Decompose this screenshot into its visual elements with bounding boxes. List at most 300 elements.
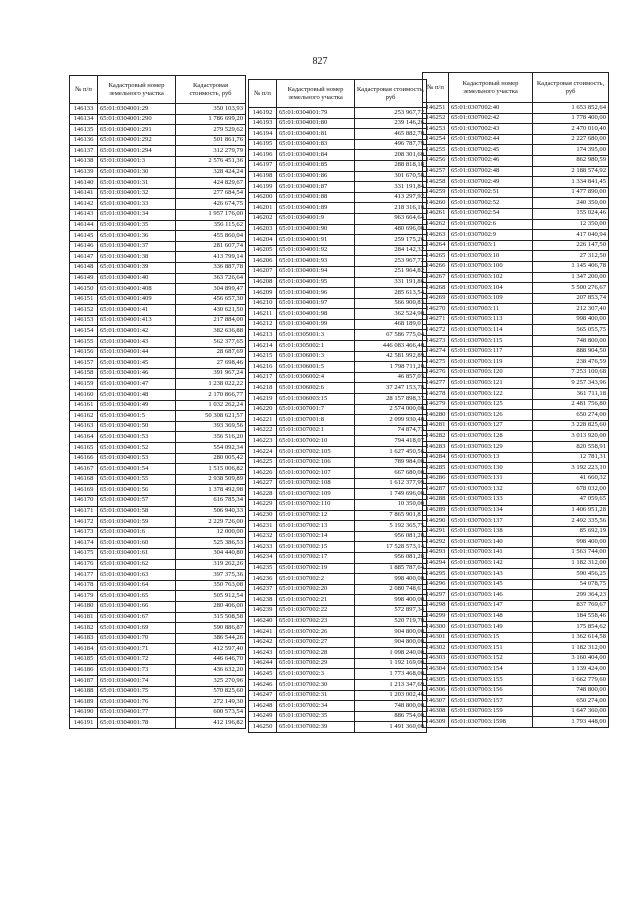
cadastral-value: 336 887,78 (176, 262, 246, 273)
table-row (249, 415, 427, 426)
row-number: 146229 (249, 499, 277, 510)
row-number: 146174 (70, 538, 98, 549)
row-number: 146273 (423, 336, 449, 347)
cadastral-number: 65:01:0305001:3 (277, 330, 355, 341)
cadastral-number: 65:01:0307003:149 (449, 622, 533, 633)
cadastral-value: 67 586 775,04 (355, 330, 427, 341)
cadastral-value: 2 099 930,40 (355, 415, 427, 426)
cadastral-value: 174 395,00 (533, 145, 609, 156)
cadastral-value: 794 418,07 (355, 436, 427, 447)
cadastral-value: 455 860,04 (176, 231, 246, 242)
cadastral-number: 65:01:0304001:290 (98, 114, 176, 125)
cadastral-number: 65:01:0304001:29 (98, 104, 176, 115)
table-row (249, 245, 427, 256)
cadastral-number: 65:01:0307003:131 (449, 473, 533, 484)
row-number: 146189 (70, 697, 98, 708)
row-number: 146184 (70, 644, 98, 655)
cadastral-number: 65:01:0307002:39 (277, 722, 355, 733)
row-number: 146270 (423, 304, 449, 315)
cadastral-value: 288 818,18 (355, 160, 427, 171)
table-row (70, 241, 246, 252)
row-number: 146248 (249, 701, 277, 712)
row-number: 146254 (423, 134, 449, 145)
cadastral-value: 42 581 992,89 (355, 351, 427, 362)
cadastral-number: 65:01:0304001:30 (98, 167, 176, 178)
cadastral-number: 65:01:0307003:143 (449, 569, 533, 580)
row-number: 146243 (249, 648, 277, 659)
row-number: 146227 (249, 478, 277, 489)
row-number: 146143 (70, 209, 98, 220)
cadastral-value: 430 621,50 (176, 305, 246, 316)
row-number: 146235 (249, 563, 277, 574)
cadastral-number: 65:01:0304001:90 (277, 224, 355, 235)
cadastral-value: 47 059,65 (533, 494, 609, 505)
table-row (70, 379, 246, 390)
row-number: 146244 (249, 658, 277, 669)
row-number: 146291 (423, 526, 449, 537)
row-number: 146213 (249, 330, 277, 341)
cadastral-number: 65:01:0304001:84 (277, 150, 355, 161)
table-row (249, 288, 427, 299)
row-number: 146288 (423, 494, 449, 505)
cadastral-value: 998 400,00 (355, 574, 427, 585)
row-number: 146207 (249, 266, 277, 277)
cadastral-number: 65:01:0304001:9 (277, 213, 355, 224)
cadastral-value: 301 670,58 (355, 171, 427, 182)
table-row (249, 309, 427, 320)
row-number: 146246 (249, 680, 277, 691)
cadastral-value: 1 362 614,58 (533, 632, 609, 643)
table-row (70, 421, 246, 432)
cadastral-value: 501 861,76 (176, 135, 246, 146)
header-cadastral-number: Кадастровый номер земельного участка (449, 73, 533, 103)
table-row (249, 648, 427, 659)
cadastral-value: 789 984,00 (355, 457, 427, 468)
table-row (423, 261, 609, 272)
table-row (423, 611, 609, 622)
table-row (423, 314, 609, 325)
table-row (70, 315, 246, 326)
row-number: 146252 (423, 113, 449, 124)
cadastral-number: 65:01:0304001:46 (98, 368, 176, 379)
cadastral-number: 65:01:0304001:47 (98, 379, 176, 390)
table-row (249, 341, 427, 352)
table-row (70, 167, 246, 178)
row-number: 146183 (70, 633, 98, 644)
row-number: 146137 (70, 146, 98, 157)
cadastral-value: 1 182 312,00 (533, 558, 609, 569)
cadastral-number: 65:01:0304001:35 (98, 220, 176, 231)
row-number: 146172 (70, 517, 98, 528)
table-row (249, 330, 427, 341)
table-row (249, 680, 427, 691)
table-row (249, 150, 427, 161)
cadastral-value: 362 524,90 (355, 309, 427, 320)
cadastral-value: 85 692,19 (533, 526, 609, 537)
cadastral-value: 886 754,00 (355, 711, 427, 722)
cadastral-value: 315 508,58 (176, 612, 246, 623)
row-number: 146294 (423, 558, 449, 569)
row-number: 146287 (423, 484, 449, 495)
table-row (70, 125, 246, 136)
cadastral-number: 65:01:0307002:51 (449, 187, 533, 198)
row-number: 146274 (423, 346, 449, 357)
cadastral-table-3 (422, 72, 609, 728)
row-number: 146306 (423, 685, 449, 696)
table-row (423, 113, 609, 124)
cadastral-value: 226 147,50 (533, 240, 609, 251)
cadastral-value: 7 253 100,68 (533, 367, 609, 378)
row-number: 146144 (70, 220, 98, 231)
table-row (249, 319, 427, 330)
cadastral-number: 65:01:0307003:130 (449, 463, 533, 474)
table-row (423, 410, 609, 421)
cadastral-number: 65:01:0304001:53 (98, 453, 176, 464)
cadastral-value: 155 024,46 (533, 208, 609, 219)
table-row (70, 178, 246, 189)
table-row (249, 404, 427, 415)
cadastral-value: 217 884,00 (176, 315, 246, 326)
table-row (249, 235, 427, 246)
cadastral-number: 65:01:0304001:58 (98, 506, 176, 517)
cadastral-number: 65:01:0304001:56 (98, 485, 176, 496)
row-number: 146281 (423, 420, 449, 431)
cadastral-number: 65:01:0304001:64 (98, 580, 176, 591)
table-row (249, 425, 427, 436)
cadastral-value: 590 456,25 (533, 569, 609, 580)
cadastral-value: 37 247 153,78 (355, 383, 427, 394)
header-num: № п/п (70, 76, 98, 104)
table-row (70, 506, 246, 517)
cadastral-number: 65:01:0307003:127 (449, 420, 533, 431)
cadastral-value: 175 854,62 (533, 622, 609, 633)
cadastral-number: 65:01:0307003:141 (449, 547, 533, 558)
row-number: 146302 (423, 643, 449, 654)
cadastral-value: 446 083 466,40 (355, 341, 427, 352)
cadastral-value: 10 350,00 (355, 499, 427, 510)
cadastral-number: 65:01:0304001:52 (98, 443, 176, 454)
cadastral-number: 65:01:0307002:23 (277, 616, 355, 627)
table-row (423, 155, 609, 166)
cadastral-number: 65:01:0304001:89 (277, 203, 355, 214)
table-row (423, 304, 609, 315)
cadastral-value: 424 829,67 (176, 178, 246, 189)
row-number: 146186 (70, 665, 98, 676)
table-row (423, 187, 609, 198)
cadastral-number: 65:01:0304001:33 (98, 199, 176, 210)
cadastral-number: 65:01:0306001:5 (277, 362, 355, 373)
cadastral-value: 1 662 779,60 (533, 675, 609, 686)
row-number: 146138 (70, 156, 98, 167)
cadastral-number: 65:01:0307003:159 (449, 706, 533, 717)
cadastral-number: 65:01:0307002:27 (277, 637, 355, 648)
table-row (423, 569, 609, 580)
cadastral-number: 65:01:0307002:105 (277, 447, 355, 458)
cadastral-value: 1 145 406,78 (533, 261, 609, 272)
row-number: 146216 (249, 362, 277, 373)
table-row (70, 686, 246, 697)
table-row (249, 722, 427, 733)
cadastral-value: 253 967,72 (355, 256, 427, 267)
cadastral-value: 299 364,23 (533, 590, 609, 601)
cadastral-value: 41 660,32 (533, 473, 609, 484)
row-number: 146191 (70, 718, 98, 729)
row-number: 146203 (249, 224, 277, 235)
cadastral-number: 65:01:0304001:85 (277, 160, 355, 171)
cadastral-number: 65:01:0307003:147 (449, 600, 533, 611)
cadastral-number: 65:01:0307003:125 (449, 399, 533, 410)
row-number: 146250 (249, 722, 277, 733)
row-number: 146276 (423, 367, 449, 378)
row-number: 146148 (70, 262, 98, 273)
cadastral-value: 505 912,54 (176, 591, 246, 602)
row-number: 146151 (70, 294, 98, 305)
row-number: 146212 (249, 319, 277, 330)
row-number: 146257 (423, 166, 449, 177)
cadastral-value: 412 196,82 (176, 718, 246, 729)
header-num: № п/п (249, 80, 277, 108)
cadastral-value: 956 081,28 (355, 552, 427, 563)
cadastral-value: 590 886,87 (176, 623, 246, 634)
table-row (423, 251, 609, 262)
table-row (249, 182, 427, 193)
row-number: 146266 (423, 261, 449, 272)
cadastral-value: 1 477 890,00 (533, 187, 609, 198)
cadastral-value: 412 597,40 (176, 644, 246, 655)
cadastral-value: 963 664,64 (355, 213, 427, 224)
row-number: 146155 (70, 337, 98, 348)
cadastral-value: 2 574 000,00 (355, 404, 427, 415)
table-row (70, 358, 246, 369)
cadastral-value: 350 103,93 (176, 104, 246, 115)
cadastral-number: 65:01:0307002:46 (449, 155, 533, 166)
cadastral-number: 65:01:0307003:137 (449, 516, 533, 527)
cadastral-number: 65:01:0307002:6 (449, 219, 533, 230)
row-number: 146147 (70, 252, 98, 263)
cadastral-value: 5 192 365,75 (355, 521, 427, 532)
table-row (423, 600, 609, 611)
row-number: 146223 (249, 436, 277, 447)
cadastral-number: 65:01:0304001:413 (98, 315, 176, 326)
cadastral-value: 413 799,14 (176, 252, 246, 263)
cadastral-number: 65:01:0304001:37 (98, 241, 176, 252)
cadastral-value: 27 312,50 (533, 251, 609, 262)
row-number: 146233 (249, 542, 277, 553)
cadastral-value: 1 627 450,56 (355, 447, 427, 458)
cadastral-number: 65:01:0307003:117 (449, 346, 533, 357)
table-row (70, 707, 246, 718)
row-number: 146197 (249, 160, 277, 171)
row-number: 146133 (70, 104, 98, 115)
cadastral-value: 2 227 680,00 (533, 134, 609, 145)
cadastral-number: 65:01:0304001:54 (98, 464, 176, 475)
cadastral-value: 570 825,60 (176, 686, 246, 697)
cadastral-number: 65:01:0304001:63 (98, 570, 176, 581)
cadastral-number: 65:01:0304001:39 (98, 262, 176, 273)
cadastral-number: 65:01:0307002:48 (449, 166, 533, 177)
table-row (70, 612, 246, 623)
header-num: № п/п (423, 73, 449, 103)
table-row (70, 231, 246, 242)
cadastral-value: 417 040,94 (533, 230, 609, 241)
cadastral-number: 65:01:0307003:148 (449, 611, 533, 622)
cadastral-number: 65:01:0306003:15 (277, 394, 355, 405)
row-number: 146241 (249, 627, 277, 638)
cadastral-number: 65:01:0307002:3 (277, 669, 355, 680)
cadastral-number: 65:01:0307002:54 (449, 208, 533, 219)
row-number: 146269 (423, 293, 449, 304)
table-row (423, 706, 609, 717)
table-row (423, 473, 609, 484)
cadastral-number: 65:01:0307003:121 (449, 378, 533, 389)
cadastral-number: 65:01:0304001:57 (98, 495, 176, 506)
table-row (70, 527, 246, 538)
cadastral-value: 328 424,24 (176, 167, 246, 178)
table-row (70, 273, 246, 284)
cadastral-number: 65:01:0307002:9 (449, 230, 533, 241)
row-number: 146179 (70, 591, 98, 602)
cadastral-value: 600 573,54 (176, 707, 246, 718)
table-row (70, 199, 246, 210)
cadastral-number: 65:01:0304001:78 (98, 718, 176, 729)
cadastral-value: 436 632,20 (176, 665, 246, 676)
row-number: 146164 (70, 432, 98, 443)
row-number: 146150 (70, 284, 98, 295)
cadastral-number: 65:01:0304001:36 (98, 231, 176, 242)
row-number: 146226 (249, 468, 277, 479)
row-number: 146157 (70, 358, 98, 369)
table-row (423, 272, 609, 283)
cadastral-value: 562 377,65 (176, 337, 246, 348)
cadastral-value: 667 680,00 (355, 468, 427, 479)
table-row (70, 209, 246, 220)
table-row (70, 411, 246, 422)
row-number: 146280 (423, 410, 449, 421)
row-number: 146209 (249, 288, 277, 299)
cadastral-value: 468 189,01 (355, 319, 427, 330)
row-number: 146187 (70, 676, 98, 687)
table-row (423, 431, 609, 442)
cadastral-value: 998 400,00 (533, 537, 609, 548)
table-row (70, 294, 246, 305)
row-number: 146289 (423, 505, 449, 516)
row-number: 146192 (249, 108, 277, 119)
row-number: 146261 (423, 208, 449, 219)
table-row (423, 219, 609, 230)
cadastral-value: 280 406,00 (176, 601, 246, 612)
cadastral-number: 65:01:0307003:113 (449, 314, 533, 325)
cadastral-value: 1 378 492,98 (176, 485, 246, 496)
table-row (423, 346, 609, 357)
table-row (70, 284, 246, 295)
cadastral-number: 65:01:0304001:67 (98, 612, 176, 623)
table-row (249, 351, 427, 362)
table-row (249, 139, 427, 150)
row-number: 146247 (249, 690, 277, 701)
cadastral-number: 65:01:0307002:35 (277, 711, 355, 722)
row-number: 146215 (249, 351, 277, 362)
cadastral-number: 65:01:0304001:74 (98, 676, 176, 687)
table-row (249, 701, 427, 712)
cadastral-value: 363 726,64 (176, 273, 246, 284)
table-row (70, 654, 246, 665)
row-number: 146240 (249, 616, 277, 627)
table-row (249, 552, 427, 563)
cadastral-number: 65:01:0304001:81 (277, 129, 355, 140)
cadastral-number: 65:01:0304001:76 (98, 697, 176, 708)
row-number: 146300 (423, 622, 449, 633)
cadastral-number: 65:01:0307003:1598 (449, 717, 533, 728)
cadastral-number: 65:01:0304001:86 (277, 171, 355, 182)
cadastral-number: 65:01:0304001:70 (98, 633, 176, 644)
table-row (423, 664, 609, 675)
table-row (70, 453, 246, 464)
row-number: 146160 (70, 390, 98, 401)
cadastral-value: 413 297,92 (355, 192, 427, 203)
cadastral-value: 239 146,26 (355, 118, 427, 129)
cadastral-number: 65:01:0304001:59 (98, 517, 176, 528)
cadastral-number: 65:01:0304001:294 (98, 146, 176, 157)
table-row (423, 399, 609, 410)
table-row (70, 347, 246, 358)
row-number: 146173 (70, 527, 98, 538)
table-row (423, 230, 609, 241)
cadastral-value: 9 257 343,96 (533, 378, 609, 389)
cadastral-number: 65:01:0306002:4 (277, 372, 355, 383)
row-number: 146206 (249, 256, 277, 267)
table-row (423, 685, 609, 696)
table-row (249, 690, 427, 701)
row-number: 146284 (423, 452, 449, 463)
row-number: 146156 (70, 347, 98, 358)
cadastral-number: 65:01:0307003:11 (449, 304, 533, 315)
table-row (70, 665, 246, 676)
cadastral-value: 54 078,75 (533, 579, 609, 590)
cadastral-value: 17 528 573,14 (355, 542, 427, 553)
cadastral-value: 572 897,34 (355, 605, 427, 616)
row-number: 146198 (249, 171, 277, 182)
row-number: 146263 (423, 230, 449, 241)
table-row (423, 283, 609, 294)
cadastral-value: 251 964,82 (355, 266, 427, 277)
cadastral-value: 238 476,59 (533, 357, 609, 368)
table-row (249, 605, 427, 616)
cadastral-value: 259 175,26 (355, 235, 427, 246)
cadastral-value: 554 092,34 (176, 443, 246, 454)
table-row (423, 526, 609, 537)
row-number: 146237 (249, 584, 277, 595)
cadastral-number: 65:01:0307002:10 (277, 436, 355, 447)
row-number: 146146 (70, 241, 98, 252)
cadastral-number: 65:01:0307003:156 (449, 685, 533, 696)
row-number: 146295 (423, 569, 449, 580)
cadastral-number: 65:01:0306002:6 (277, 383, 355, 394)
table-row (423, 166, 609, 177)
row-number: 146180 (70, 601, 98, 612)
header-cadastral-number: Кадастровый номер земельного участка (277, 80, 355, 108)
cadastral-value: 820 558,91 (533, 442, 609, 453)
cadastral-number: 65:01:0307002:22 (277, 605, 355, 616)
row-number: 146140 (70, 178, 98, 189)
table-row (423, 452, 609, 463)
cadastral-value: 3 160 404,00 (533, 653, 609, 664)
table-row (70, 633, 246, 644)
cadastral-number: 65:01:0307002:106 (277, 457, 355, 468)
cadastral-value: 74 874,73 (355, 425, 427, 436)
cadastral-number: 65:01:0304001:3 (98, 156, 176, 167)
row-number: 146163 (70, 421, 98, 432)
table-row (249, 298, 427, 309)
